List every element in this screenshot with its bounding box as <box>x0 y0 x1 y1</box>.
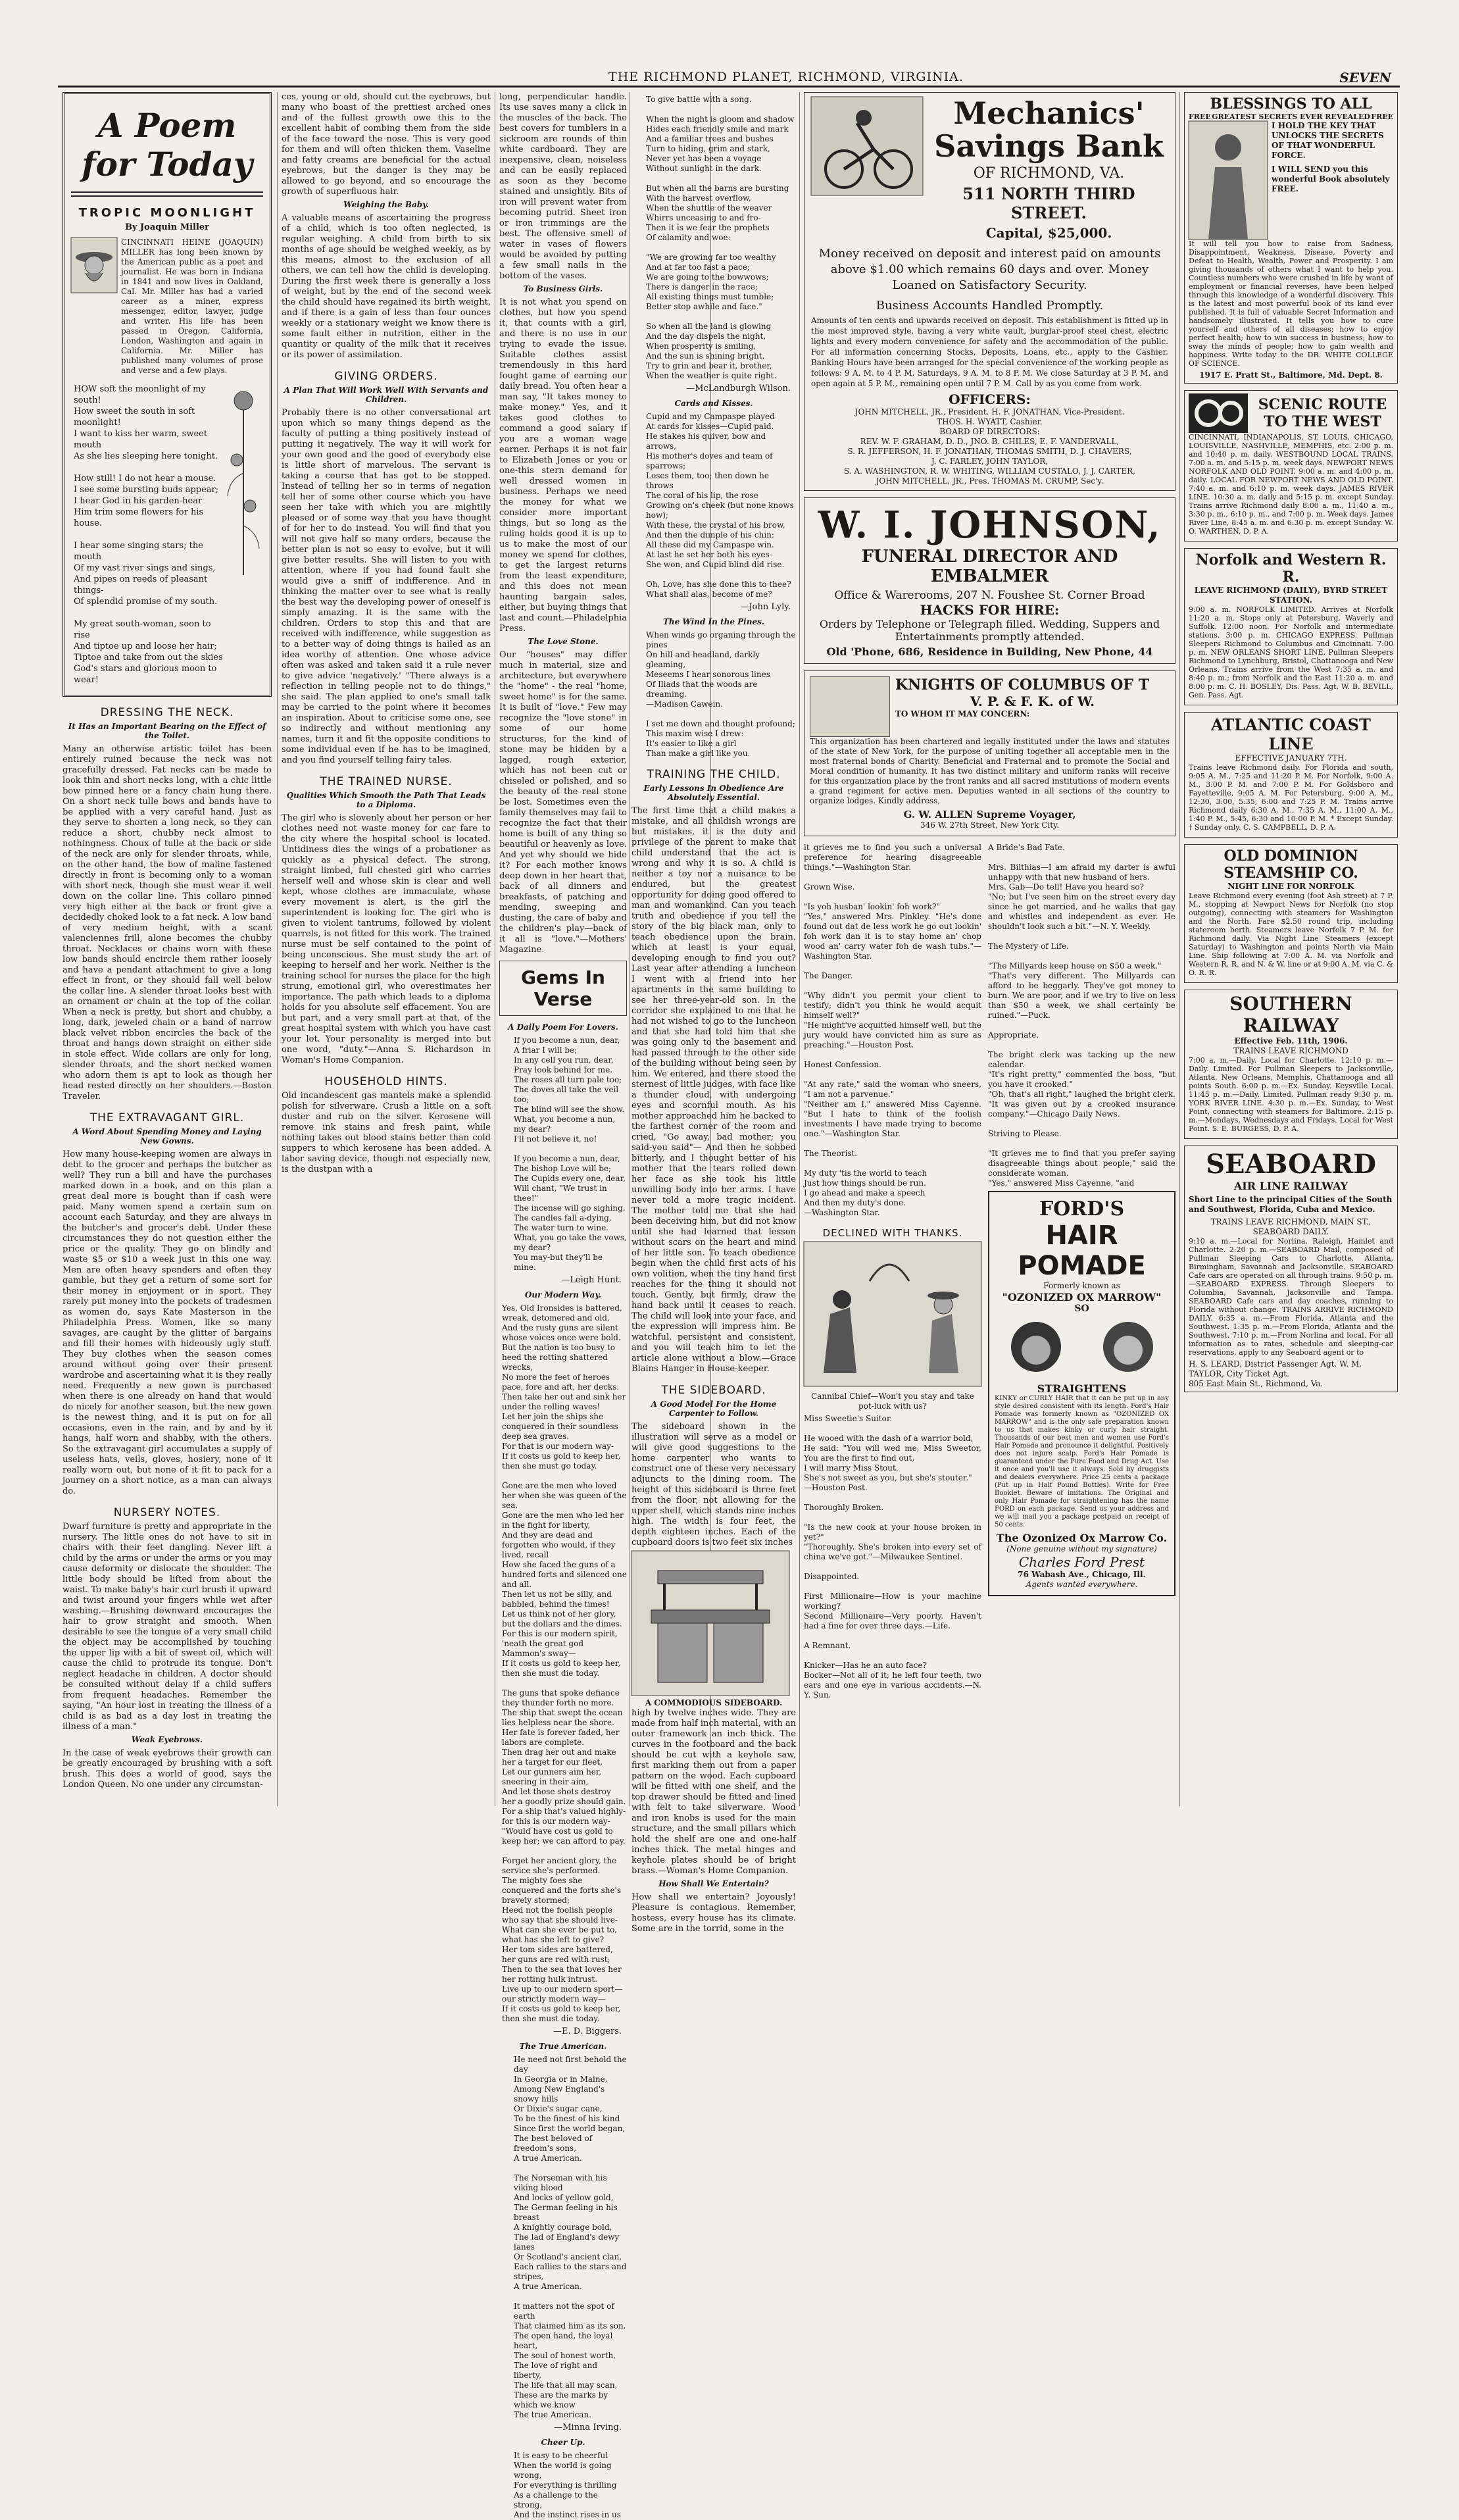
johnson-offices: Office & Warerooms, 207 N. Foushee St. Corner Broad <box>834 589 1145 602</box>
ford-title: FORD'S <box>1039 1197 1125 1221</box>
page-number: SEVEN <box>1339 70 1391 86</box>
johnson-phone: Old 'Phone, 686, Residence in Building, New Phone, 44 <box>826 645 1153 658</box>
cartoon-title: DECLINED WITH THANKS. <box>822 1227 963 1239</box>
section-subheading: Early Lessons In Obedience Are Absolutely Essential. <box>643 784 784 802</box>
masthead-rule <box>58 86 1400 88</box>
ford-title: HAIR POMADE <box>1018 1221 1146 1281</box>
verse-text: Cupid and my Campaspe played At cards for kisses—Cupid paid. He stakes his quiver, bow and arrows, His mother's doves and team of sparrows; Loses them, too; then down he throws The coral of his lip, the rose Growing on's cheek (but none knows how); With these, the crystal of his brow, And then the dimple of his chin: All these did my Campaspe win. At last he set her both his eyes- She won, and Cupid blind did rise. Oh, Love, has she done this to thee? What shall alas, become of me? <box>646 412 794 599</box>
masthead-title: THE RICHMOND PLANET, RICHMOND, VIRGINIA. <box>608 70 964 84</box>
sb-address: 805 East Main St., Richmond, Va. <box>1189 1379 1323 1388</box>
ford-address: 76 Wabash Ave., Chicago, Ill. <box>1018 1570 1146 1579</box>
blessings-address: 1917 E. Pratt St., Baltimore, Md. Dept. 8. <box>1199 370 1383 380</box>
co-title: SCENIC ROUTE <box>1258 396 1387 413</box>
column-4 <box>631 92 796 1934</box>
sb-schedule: 9:10 a. m.—Local for Norlina, Raleigh, Hamlet and Charlotte. 2:20 p. m.—SEABOARD Mail, composed of Pullman Sleeping Cars to Charlotte, Atlanta, Birmingham, Savannah and Jacksonville. SEABOARD Cafe cars are operated on all through trains. 9:50 p. m.—SEABOARD EXPRESS. Through Sleepers to Columbia, Savannah, Jacksonville and Tampa. SEABOARD Cafe cars and day coaches, running to Florida without change. TRAINS ARRIVE RICHMOND DAILY. 6:35 a. m.—From Florida, Atlanta and the Southwest. 1:35 p. m.—From Florida, Atlanta and the Southwest. 7:10 p. m.—From Norlina and local. For all information as to rates, schedule and sleeping-car reservations, apply to any Seaboard agent or to <box>1189 1237 1393 1357</box>
bank-title: Mechanics' Savings Bank <box>934 95 1164 164</box>
sr-title: SOUTHERN RAILWAY <box>1229 993 1352 1036</box>
od-schedule: Leave Richmond every evening (foot Ash street) at 7 P. M., stopping at Newport News for Norfolk (no stop outgoing), connecting with steamers for Washington and the North. Fare $2.50 round trip, including stateroom berth. Steamers leave Norfolk 7 P. M. for Richmond daily. Via Night Line Steamers (except Saturday) to Washington and points North via Main Line. Ship following at 7:00 A. M. via Norfolk and Western R. R. and N. & W. line or at 9:00 A. M. via C. & O. R. R. <box>1189 892 1393 977</box>
acl-title: ATLANTIC COAST LINE <box>1211 715 1371 753</box>
bank-address: 511 NORTH THIRD STREET. <box>962 184 1135 222</box>
blessings-ad <box>1184 92 1398 384</box>
bank-text: Business Accounts Handled Promptly. <box>876 299 1104 313</box>
emblem-illustration <box>810 676 890 737</box>
article-body: A valuable means of ascertaining the progress of a child, which is too often neglected, is regular weighing. A child from birth to six months of age should be weighed weekly, as by this means, almost to the exclusion of all others, we can tell how the child is developing. During the first week there is generally a loss of weight, but by the end of the second week the child should have regained its birth weight, and if there is a gain of less than four ounces weekly or a stationary weight we know there is some fault either in nutrition, either in the quantity or quality of the milk that it receives or its power of assimilation. <box>282 213 491 360</box>
jokes-text: it grieves me to find you such a universal preference for hearing disagreeable things."—Washington Star. Grown Wise. "Is yoh husban' lookin' foh work?" "Yes," answered Mrs. Pinkley. "He's done found out dat de less work he go out lookin' foh work dan it is to stay home an' chop wood an' carry water foh de wash tubs."—Washington Star. The Danger. "Why didn't you permit your client to testify; didn't you think he would acquit himself well?" "He might've acquitted himself well, but the jury would have convicted him as sure as preaching."—Houston Post. Honest Confession. "At any rate," said the woman who sneers, "I am not a parvenue." "Neither am I," answered Miss Cayenne. "But I hate to think of the foolish investments I have made trying to become one."—Washington Star. The Theorist. My duty 'tis the world to teach Just how things should be run. I go ahead and make a speech And then my duty's done. —Washington Star. <box>804 843 981 1217</box>
section-subheading: A Word About Spending Money and Laying New Gowns. <box>72 1127 262 1146</box>
co-railway-ad <box>1184 390 1398 542</box>
verse-signature: —Leigh Hunt. <box>561 1275 622 1285</box>
johnson-hacks: HACKS FOR HIRE: <box>920 602 1060 618</box>
gems-in-verse-box <box>499 961 627 1016</box>
section-subheading: It Has an Important Bearing on the Effect of the Toilet. <box>68 722 266 740</box>
cartoon-caption: Cannibal Chief—Won't you stay and take pot-luck with us? <box>811 1392 974 1411</box>
free-label: FREE <box>1371 113 1393 121</box>
section-subheading: To Business Girls. <box>523 284 603 293</box>
co-logo <box>1189 393 1248 433</box>
sb-title: SEABOARD <box>1206 1149 1376 1180</box>
section-heading: NURSERY NOTES. <box>113 1506 221 1519</box>
co-schedule: CINCINNATI, INDIANAPOLIS, ST. LOUIS, CHICAGO, LOUISVILLE, NASHVILLE, MEMPHIS, etc. 2:00 p. m. and 10:40 p. m. daily. WESTBOUND LOCAL TRAINS. 7:00 a. m. and 5:15 p. m. week days. NEWPORT NEWS NORFOLK AND OLD POINT. 9:00 a. m. and 4:00 p. m. daily. LOCAL FOR NEWPORT NEWS AND OLD POINT. 7:40 a. m. and 6:10 p. m. week days. JAMES RIVER LINE. 10:30 a. m. daily and 5:15 p. m. except Sunday. Trains arrive Richmond daily 8:00 a. m., 11:40 a. m., 3:30 p. m., 6:10 p. m., and 7:00 p. m. Week days. James River Line, 8:45 a. m. and 6:30 p. m. except Sunday. W. O. WARTHEN, D. P. A. <box>1189 433 1393 536</box>
acl-sub: EFFECTIVE JANUARY 7TH. <box>1235 753 1347 763</box>
article-body: How shall we entertain? Joyously! Pleasure is contagious. Remember, hostess, every house has its climate. Some are in the torrid, some in the <box>631 1892 796 1934</box>
poem-author: By Joaquin Miller <box>124 222 210 232</box>
sb-agents: H. S. LEARD, District Passenger Agt. W. M. TAYLOR, City Ticket Agt. <box>1189 1359 1362 1378</box>
article-body: Dwarf furniture is pretty and appropriate in the nursery. The little ones do not have to sit in chairs with their feet dangling. Never lift a child by the arms or under the arms or you may cause deformity or dislocate the shoulder. The little body should be lifted from about the waist. To make baby's hair curl brush it upward and twist around your fingers while wet after washing.—Brushing downward encourages the hair to grow straight and smooth. When desirable to see the tongue of a very small child the object may be accomplished by touching the upper lip with a bit of sweet oil, which will cause the child to protrude its tongue. Don't neglect headache in children. A doctor should be consulted without delay if a child suffers from frequent headaches. Remember the saying, "An hour lost in treating the illness of a child is as bad as a day lost in treating the illness of a man." <box>62 1522 272 1732</box>
portrait-illustration <box>71 238 117 293</box>
section-subheading: A Plan That Will Work Well With Servants and Children. <box>284 386 489 404</box>
verse-text: He need not first behold the day In Georgia or in Maine, Among New England's snowy hills Or Dixie's sugar cane, To be the finest of his kind Since first the world began, The best beloved of freedom's sons, A true American. The Norseman with his viking blood And locks of yellow gold, The German feeling in his breast A knightly courage bold, The lad of England's dewy lanes Or Scotland's ancient clan, Each rallies to the stars and stripes, A true American. It matters not the spot of earth That claimed him as its son. The open hand, the loyal heart, The soul of honest worth, The love of right and liberty, The life that all may scan, These are the marks by which we know The true American. <box>514 2055 627 2419</box>
column-rule <box>799 92 800 1806</box>
knights-body: This organization has been chartered and legally instituted under the laws and statutes of the state of New York, for the purpose of uniting together all acceptable men in the most fraternal bonds of Charity. Beneficial and Fraternal and to promote the Social and Moral condition of humanity. It has two distinct military and uniform ranks will receive for this organization place by the front ranks and all sacred institutions of modern events a grand regiment for active men. Deputies wanted in all sections of the country to organize lodges. Kindly address, <box>810 737 1170 805</box>
section-heading: HOUSEHOLD HINTS. <box>324 1075 448 1088</box>
figure-caption: A COMMODIOUS SIDEBOARD. <box>645 1698 783 1707</box>
poem-bio: CINCINNATI HEINE (JOAQUIN) MILLER has long been known by the American public as a poet and journalist. He was born in Indiana in 1841 and now lives in Oakland, Cal. Mr. Miller has had a varied career as a miner, express messenger, editor, lawyer, judge and writer. His life has been passed in Oregon, California, London, Washington and again in California. Mr. Miller has published many volumes of prose and verse and a few plays. <box>121 238 263 375</box>
officers-title: OFFICERS: <box>949 391 1031 407</box>
poem-heading: A Poem for Today <box>82 106 253 184</box>
seaboard-ad <box>1184 1146 1398 1392</box>
bank-capital: Capital, $25,000. <box>985 225 1112 241</box>
masthead <box>62 70 1398 84</box>
article-body: The sideboard shown in the illustration will serve as a model or will give good suggestions to the home carpenter who wants to construct one of these very necessary adjuncts to the dining room. The height of this sideboard is three feet from the floor, not allowing for the upper shelf, which stands nine inches high. The width is four feet, the depth eighteen inches. Each of the cupboard doors is two feet six inches <box>631 1422 796 1548</box>
blessings-sub: GREATEST SECRETS EVER REVEALED <box>1212 113 1370 121</box>
poem-title: TROPIC MOONLIGHT <box>78 206 256 220</box>
article-body: The girl who is slovenly about her person or her clothes need not waste money for car fare to the city where the hospital school is located. Untidiness dies the wings of a probationer as quickly as a physical defect. The strong, straight limbed, full chested girl who carries herself well and whose skin is clear and well kept, whose clothes are immaculate, whose every movement is alert, is the girl the superintendent is looking for. The girl who is given to violent tantrums, followed by violent quarrels, is not fitted for this work. The trained nurse must be self contained to the point of being unconscious. She must study the art of keeping to herself and her work. Neither is the training school for nurses the place for the high strung, emotional girl, who overestimates her importance. The path which leads to a diploma holds for you absolute self effacement. You are but part, and a very small part at that, of the great hospital system with which you have cast your lot. Your personality is merged into but one word, "duty."—Anna S. Richardson in Woman's Home Companion. <box>282 813 491 1065</box>
verse-signature: —John Lyly. <box>740 602 791 612</box>
bank-text: Money received on deposit and interest paid on amounts above $1.00 which remains 60 days and over. Money Loaned on Satisfactory Security. <box>818 247 1161 292</box>
poem-text: HOW soft the moonlight of my south! How sweet the south in soft moonlight! I want to kiss her warm, sweet mouth As she lies sleeping here tonight. How still! I do not hear a mouse. I see some bursting buds appear; I hear God in his garden-hear Him trim some flowers for his house. I hear some singing stars; the mouth Of my vast river sings and sings, And pipes on reeds of pleasant things- Of splendid promise of my south. My great south-woman, soon to rise And tiptoe up and loose her hair; Tiptoe and take from out the skies God's stars and glorious moon to wear! <box>74 384 223 685</box>
sr-sub2: TRAINS LEAVE RICHMOND <box>1233 1046 1348 1055</box>
article-body: high by twelve inches wide. They are made from half inch material, with an outer framework an inch thick. The curves in the footboard and the back should be cut with a keyhole saw, first marking them out from a paper pattern on the wood. Each cupboard will be fitted with one shelf, and the top drawer should be fitted and lined with felt to take silverware. Wood and iron knobs is used for the main structure, and the small pillars which hold the shelf are one and one-half inches thick. The metal hinges and keyhole plates should be of bright brass.—Woman's Home Companion. <box>631 1708 796 1876</box>
verse-text: If you become a nun, dear, A friar I will be; In any cell you run, dear, Pray look behind for me. The roses all turn pale too; The doves all take the veil too; The blind will see the show. What, you become a nun, my dear? I'll not believe it, no! If you become a nun, dear, The bishop Love will be; The Cupids every one, dear, Will chant, "We trust in thee!" The incense will go sighing, The candles fall a-dying, The water turn to wine. What, you go take the vows, my dear? You may-but they'll be mine. <box>514 1036 627 1272</box>
ford-note: (None genuine without my signature) <box>1006 1544 1157 1553</box>
sideboard-illustration <box>631 1551 789 1696</box>
ford-agents: Agents wanted everywhere. <box>1026 1580 1138 1589</box>
article-body: Our "houses" may differ much in material, size and architecture, but everywhere the "home" - the real "home, sweet home" is for the same. It is built of "love." Few may recognize the "love stone" in some of our home structures, for the kind of stone may be hidden by a lagged, rough exterior, which has not been cut or chiseled or polished, and so the beauty of the real stone be lost. Sometimes even the family themselves may fail to recognize the fact that their home is built of any thing so beautiful or heavenly as love. And yet why should we hide it? For each mother knows deep down in her heart that, back of all dinners and breakfasts, of patching and mending, sweeping and dusting, the care of baby and the children's play—back of it all is "love."—Mothers' Magazine. <box>499 650 627 955</box>
free-label: FREE <box>1189 113 1211 121</box>
knights-sub: V. P. & F. K. of W. <box>970 693 1095 709</box>
johnson-funeral-ad <box>804 497 1175 664</box>
ford-so: SO <box>1074 1303 1089 1314</box>
section-heading: TRAINING THE CHILD. <box>647 768 781 781</box>
ford-oz: "OZONIZED OX MARROW" <box>1002 1291 1162 1303</box>
section-heading: GIVING ORDERS. <box>334 370 438 383</box>
section-subheading: Qualities Which Smooth the Path That Leads to a Diploma. <box>286 791 486 809</box>
old-dominion-ad <box>1184 844 1398 983</box>
acl-schedule: Trains leave Richmond daily. For Florida and south, 9:05 A. M., 7:25 and 11:20 P. M. For Norfolk, 9:00 A. M., 3:00 P. M. and 7:00 P. M. For Goldsboro and Fayetteville, 9:05 A. M. For Petersburg, 9:00 A. M., 12:30, 3:00, 5:35, 6:00 and 7:25 P. M. Trains arrive Richmond daily 6:30 A. M., 7:35 A. M., 11:00 A. M., 1:40 P. M., 5:45, 6:30 and 10:00 P. M. * Except Sunday. † Sunday only. C. S. CAMPBELL, D. P. A. <box>1189 763 1393 832</box>
article-body: ces, young or old, should cut the eyebrows, but many who boast of the prettiest arched ones and of the fullest growth owe this to the excellent habit of combing them from the side of the face toward the nose. This is very good for them and will often thicken them. Vaseline and fatty creams are beneficial for the actual eyebrows, but the danger is they may be allowed to go beyond, and so encourage the growth of superfluous hair. <box>282 92 491 197</box>
verse-title: Cards and Kisses. <box>674 399 753 408</box>
knights-columbus-ad <box>804 670 1175 836</box>
bank-text: Amounts of ten cents and upwards received on deposit. This establishment is fitted up in the most improved style, having a very white vault, burglar-proof steel chest, electric lights and every modern convenience for safety and the accommodation of the public. For all information concerning Stocks, Deposits, Loans, etc., apply to the Cashier. Banking Hours have been arranged for the special convenience of the working people as follows: 9 A. M. to 4 P. M. Saturdays, 9 A. M. to 8 P. M. We close Saturday at 3 P. M. and open again at 5 P. M., remaining open until 7 P. M. Call by as you come from work. <box>811 316 1168 388</box>
verse-title: The True American. <box>519 2042 607 2051</box>
sb-sub: AIR LINE RAILWAY <box>1233 1180 1348 1192</box>
od-title: OLD DOMINION STEAMSHIP CO. <box>1224 847 1358 882</box>
mechanics-bank-ad <box>804 92 1175 491</box>
poem-box <box>62 92 272 697</box>
article-body: The first time that a child makes a mistake, and all childish wrongs are but mistakes, it is the duty and privilege of the parent to make that child understand that the act is wrong and why it is so. A child is neither a toy nor a nuisance to be endured, but the greatest opportunity for doing good offered to man and womankind. Can you teach truth and obedience if you tell the story of the big black man, only to teach obedience upon the brain, which at least is your equal, developing enough to find you out? Last year after attending a luncheon I went with a friend into her apartments in the same building to see her three-year-old son. In the corridor she explained to me that he had not wished to go to the luncheon and that she had told him that she was going only to the basement and had passed through to the other side of the building without being seen by him. We entered, and there stood the sternest of little judges, with face like a thunder cloud, with undergoing eyes and scornful mouth. As his mother approached him he backed to the farthest corner of the room and cried, "Go away, bad mother; you said-you said"— And then he sobbed bitterly, and I thought better of his mother that the tears rolled down her face as she took his little unwilling body into her arms. I have never told a more tragic incident. The mother told me that she had been deceiving him, but did not know until she had learned that lesson without scars on the heart and mind of her little son. To teach obedience begin when the child first acts of his own volition, when the tiny hand first reaches for the thing it should not touch. Gently, but firmly, draw the hand back until it ceases to reach. The child will look into your face, and the expression will impress him. Be watchful, persistent and consistent, and you will teach him to let the article alone without a blow.—Grace Blains Hanger in House-keeper. <box>631 806 796 1374</box>
section-heading: THE SIDEBOARD. <box>661 1384 766 1397</box>
verse-title: The Wind In the Pines. <box>662 617 765 626</box>
verse-text: To give battle with a song. When the night is gloom and shadow Hides each friendly smile and mark And a familiar trees and bushes Turn to hiding, grim and stark, Never yet has been a voyage Without sunlight in the dark. But when all the barns are bursting With the harvest overflow, When the shuttle of the weaver Whirrs unceasing to and fro- Then it is we fear the prophets Of calamity and woe: "We are growing far too wealthy And at far too fast a pace; We are going to the bowwows; There is danger in the race; All existing things must tumble; Better stop awhile and face." So when all the land is glowing And the day dispels the night, When prosperity is smiling, And the sun is shining bright, Try to grin and bear it, brother, When the weather is quite right. <box>646 95 795 380</box>
blessings-key: I HOLD THE KEY THAT UNLOCKS THE SECRETS OF THAT WONDERFUL FORCE. <box>1272 121 1384 160</box>
column-2 <box>282 92 491 1806</box>
nw-title: Norfolk and Western R. R. <box>1195 551 1387 586</box>
ford-straightens: STRAIGHTENS <box>1037 1382 1127 1395</box>
section-subheading: A Good Model For the Home Carpenter to Follow. <box>651 1399 777 1418</box>
column-6 <box>1184 92 1398 1806</box>
verse-signature: —Minna Irving. <box>554 2423 622 2432</box>
article-body: Probably there is no other conversational art upon which so many things depend as the faculty of putting a thing positively instead of putting it negatively. The way it will work for your own good and the good of everybody else is little short of marvelous. The servant is taking a course that has got to be stopped. Instead of telling her so in terms of negation tell her of some other course which you have seen her take with which you are mightily pleased or of some way that you have thought of for her to do instead. You will find that you will not give half so many orders, because the better plan is not so easy to evolve, but it will give better results. She will listen to you with attention, where if you had found fault she would give a sniff of indifference. And in thinking the matter over to see what is really the best way the developing power of oneself is simply amazing. It is the same with the children. Orders to stop this and that are received with indifference, while suggestion as to a better way of doing things is hailed as an idea worthy of attention. One whose advice often was asked and taken said it a rule never to give advice 'negatively.' "There always is a reflection in telling people not to do things," she said. The plan applied to one's small talk may be carried to the point where it becomes an inspiration. About to criticise some one, see so indirectly and without mentioning any names, turn it and fit the opposite conditions to some individual even if he has to be imagined, and you find yourself telling fairy tales. <box>282 408 491 765</box>
article-body: Old incandescent gas mantels make a splendid polish for silverware. Crush a little on a soft duster and rub on the silver. Kerosene will remove ink stains and fresh paint, while nothing takes out blood stains better than cold suppers to which kerosene has been added. A labor saving device, though not especially new, is the dustpan with a <box>282 1091 491 1174</box>
woman-illustration <box>1189 121 1268 239</box>
verse-text: Yes, Old Ironsides is battered, wreak, detomered and old, And the rusty guns are silent whose voices once were bold. But the nation is too busy to heed the rotting shattered wrecks, No more the feet of heroes pace, fore and aft, her decks. Then take her out and sink her under the rolling waves! Let her join the ships she conquered in their soundless deep sea graves. For that is our modern way- If it costs us gold to keep her, then she must go today. Gone are the men who loved her when she was queen of the sea. Gone are the men who led her in the fight for liberty, And they are dead and forgotten who would, if they lived, recall How she faced the guns of a hundred forts and silenced one and all. Then let us not be silly, and babbled, behind the times! Let us think not of her glory, but the dollars and the dimes. For this is our modern spirit, 'neath the great god Mammon's sway— If it costs us gold to keep her, then she must die today. The guns that spoke defiance they thunder forth no more. The ship that swept the ocean lies helpless near the shore. Her fate is forever faded, her labors are complete. Then drag her out and make her a target for our fleet, Let our gunners aim her, sneering in their aim, And let those shots destroy her a goodly prize should gain. For a ship that's valued highly-for this is our modern way- "Would have cost us gold to keep her; we can afford to pay. Forget her ancient glory, the service she's performed. The mighty foes she conquered and the forts she's bravely stormed; Heed not the foolish people who say that she should live- What can she ever be put to, what has she left to give? Her tom sides are battered, her guns are red with rust; Then to the sea that loves her her rotting hulk intrust. Live up to our modern sport—our strictly modern way— If it costs us gold to keep her, then she must die today. <box>502 1303 627 2023</box>
sr-sub: Effective Feb. 11th, 1906. <box>1234 1036 1348 1046</box>
section-subheading: The Love Stone. <box>528 637 599 646</box>
officers-list: JOHN MITCHELL, JR., President. H. F. JONATHAN, Vice-President. THOS. H. WYATT, Cashier. BOARD OF DIRECTORS: REV. W. F. GRAHAM, D. D., JNO. B. CHILES, E. F. VANDERVALL, S. R. JEFFERSON, H. F. JONATHAN, THOMAS SMITH, D. J. CHAVERS, J. C. FARLEY, JOHN TAYLOR, S. A. WASHINGTON, R. W. WHITING, WILLIAM CUSTALO, J. J. CARTER, JOHN MITCHELL, JR., Pres. THOMAS M. CRUMP, Sec'y. <box>843 407 1135 486</box>
article-body: Many an otherwise artistic toilet has been entirely ruined because the neck was not gracefully dressed. Fat necks can be made to look thin and short necks long, with a chic little bow pinned here or a fancy chain hung there. On a short neck tulle bows and bands have to be applied with a very careful hand. Just as they serve to shorten a long neck, so they can reduce a short, chubby neck almost to nothingness. Choux of tulle at the back or side of the neck are only for slender throats, while, on the other hand, the bow of maline fastened directly in front is becoming only to a woman with short neck, though she must wear it well down on the collar line. This collaro pinned very high either at the back or front give a decidedly choked look to a fat neck. A low band of very medium height, with a scant valenciennes frill, alone becomes the chubby throat. Necklaces or chains worn with these low bands should encircle them rather loosely and have a pendant attachment to give a long effect in front, or they should fall well below the collar line. A slender throat looks best with an ornament or chain at the top of the collar. When a neck is pretty, but short and chubby, a long, dark, jeweled chain or a band of narrow black velvet ribbon encircles the back of the throat and hangs down straight on either side in stole effect. Wide collars are only for long, slender throats, and the short necked women who adorn them is apt to look as though her head rested directly on her shoulders.—Boston Traveler. <box>62 744 272 1101</box>
verse-text: When winds go organing through the pines On hill and headland, darkly gleaming, Meseems I hear sonorous lines Of Iliads that the woods are dreaming. —Madison Cawein. I set me down and thought profound; This maxim wise I drew: It's easier to like a girl Than make a girl like you. <box>646 630 796 758</box>
column-rule <box>1179 92 1180 1806</box>
article-body: In the case of weak eyebrows their growth can be greatly encouraged by brushing with a soft brush. This does a world of good, says the London Queen. No one under any circumstan- <box>62 1748 272 1790</box>
johnson-name: W. I. JOHNSON, <box>818 503 1162 547</box>
column-5 <box>804 92 1175 1806</box>
cannibal-cartoon <box>804 1242 981 1386</box>
article-body: long, perpendicular handle. Its use saves many a click in the muscles of the back. The best covers for tumblers in a sickroom are rounds of thin white cardboard. They are inexpensive, clean, noiseless and can be easily replaced as soon as they become stained and unsightly. Bits of iron will prevent water from becoming putrid. Sheet iron or iron trimmings are the best. The offensive smell of water in vases of flowers would be avoided by putting a few small nails in the bottom of the vases. <box>499 92 627 281</box>
nw-railway-ad <box>1184 548 1398 705</box>
jokes-text: A Bride's Bad Fate. Mrs. Bilthias—I am afraid my darter is awful unhappy with that new husband of hers. Mrs. Gab—Do tell! Have you heard so? "No; but I've seen him on the street every day since he got married, and he walks that gay and whistles and independent as ever. He shouldn't look such a bit."—N. Y. Weekly. The Mystery of Life. "The Millyards keep house on $50 a week." "That's very different. The Millyards can afford to be beggarly. They've got money to burn. We are poor, and if we try to live on less than $50 a week, we shall certainly be ruined."—Puck. Appropriate. The bright clerk was tacking up the new calendar. "It's right pretty," commented the boss, "but you have it crooked." "Oh, that's all right," laughed the bright clerk. "It was given out by a crooked insurance company."—Chicago Daily News. Striving to Please. "It grieves me to find that you prefer saying disagreeable things about people," said the considerate woman. "Yes," answered Miss Cayenne, "and <box>988 843 1175 1188</box>
ford-company: The Ozonized Ox Marrow Co. <box>996 1532 1168 1544</box>
verse-title: A Daily Poem For Lovers. <box>508 1022 618 1032</box>
section-heading: THE TRAINED NURSE. <box>320 775 453 788</box>
johnson-title: FUNERAL DIRECTOR AND EMBALMER <box>861 547 1118 586</box>
column-rule <box>277 92 278 1806</box>
verse-text: It is easy to be cheerful When the world is going wrong, For everything is thrilling As a challenge to the strong, And the instinct rises in us <box>514 2451 621 2519</box>
ford-formerly: Formerly known as <box>1043 1281 1120 1290</box>
ford-pomade-ad <box>988 1191 1175 1596</box>
nw-sub: LEAVE RICHMOND (DAILY), BYRD STREET STATION. <box>1194 586 1388 605</box>
verse-signature: —E. D. Biggers. <box>553 2027 622 2036</box>
section-subheading: Weighing the Baby. <box>343 200 429 209</box>
nw-schedule: 9:00 a. m. NORFOLK LIMITED. Arrives at Norfolk 11:20 a. m. Stops only at Petersburg, Waverly and Suffolk. 12:00 noon. For Norfolk and intermediate stations. 3:00 p. m. CHICAGO EXPRESS. Pullman Sleepers Richmond to Columbus and Cincinnati. 7:00 p. m. NEW ORLEANS SHORT LINE. Pullman Sleepers Richmond to Lynchburg, Bristol, Chattanooga and New Orleans. Trains arrive from the West 7:35 a. m. and 8:40 p. m.; from Norfolk and the East 11:20 a. m. and 8:00 p. m. C. H. BOSLEY, Dis. Pass. Agt. W. B. BEVILL, Gen. Pass. Agt. <box>1189 605 1393 699</box>
hair-portraits <box>1003 1314 1161 1380</box>
knights-address: 346 W. 27th Street, New York City. <box>920 820 1060 830</box>
column-1 <box>62 92 272 1806</box>
ford-signature: Charles Ford Prest <box>1018 1554 1145 1570</box>
blessings-title: BLESSINGS TO ALL <box>1210 95 1372 113</box>
knights-whom: TO WHOM IT MAY CONCERN: <box>895 709 1030 718</box>
bank-city: OF RICHMOND, VA. <box>973 165 1125 182</box>
blessings-body: It will tell you how to raise from Sadness, Disappointment, Weakness, Disease, Poverty and Defeat to Health, Wealth, Power and Prosperity. I am giving thousands of others what I want to help you. Countless numbers who were crushed in life by want of employment or financial reverses, have been helped through this knowledge of a wonderful discovery. This is the latest and most powerful book of its kind ever published. It is full of valuable Secret Information and handsomely illustrated. It tells you how to cure yourself and others of all diseases; how to enjoy perfect health; how to win success in business; how to sway the minds of people; how to gain wealth and happiness. Write today to the DR. WHITE COLLEGE OF SCIENCE. <box>1189 239 1393 368</box>
blessings-send: I WILL SEND you this wonderful Book absolutely FREE. <box>1272 164 1390 193</box>
acl-railway-ad <box>1184 712 1398 838</box>
verse-title: Our Modern Way. <box>524 1290 602 1299</box>
knights-signature: G. W. ALLEN Supreme Voyager, <box>903 809 1076 820</box>
co-title: TO THE WEST <box>1264 413 1381 430</box>
gems-title: Gems In Verse <box>521 967 605 1010</box>
southern-railway-ad <box>1184 990 1398 1139</box>
cyclist-illustration <box>811 97 923 195</box>
flower-illustration <box>224 381 263 578</box>
section-subheading: How Shall We Entertain? <box>658 1879 769 1888</box>
section-subheading: Weak Eyebrows. <box>131 1735 203 1744</box>
sb-short: Short Line to the principal Cities of the South and Southwest, Florida, Cuba and Mexico. <box>1189 1195 1393 1214</box>
verse-title: Cheer Up. <box>541 2438 585 2447</box>
od-sub: NIGHT LINE FOR NORFOLK <box>1227 882 1354 891</box>
johnson-orders: Orders by Telephone or Telegraph filled. Wedding, Suppers and Entertainments promptly attended. <box>819 618 1160 643</box>
article-body: How many house-keeping women are always in debt to the grocer and perhaps the butcher as well? They run a bill and have the purchases marked down in a book, and on this plan a great deal more is bought than if cash were paid. Many women spend a certain sum on account each Saturday, and they are always in the butcher's and grocer's debt. Under these circumstances they do not question either the price or the quality. They go on blindly and waste $5 or $10 a week just in this one way. Men are often heavy spenders and often they gamble, but they get a return of some sort for their money in enjoyment or in sport. They rarely put money into the pockets of tradesmen as women do, says Kate Masterson in the Philadelphia Press. Women, like so many savages, are caught by the glitter of bargains and fill their homes with hideously ugly stuff. They buy clothes when the season comes around without going over their present wardrobe and ascertaining what it is they really need. Frequently a new gown is purchased when there is one already on hand that would do nicely for another season, but the new gown is the newest thing, and it is put on for all occasions, even in the rain, and by and by it hangs, half worn and shabby, with the others. So the extravagant girl accumulates a supply of useless hats, veils, gloves, hosiery, none of it really worn out, but none of it fit to pack for a journey on a short notice, as a man can always do. <box>62 1149 272 1496</box>
column-3 <box>499 92 627 2519</box>
section-heading: THE EXTRAVAGANT GIRL. <box>89 1111 245 1124</box>
jokes-text: Miss Sweetie's Suitor. He wooed with the dash of a warrior bold, He said: "You will wed me, Miss Sweetor, You are the first to find out, I will marry Miss Stout. She's not sweet as you, but she's stouter." —Houston Post. Thoroughly Broken. "Is the new cook at your house broken in yet?" "Thoroughly. She's broken into every set of china we've got."—Milwaukee Sentinel. Disappointed. First Millionaire—How is your machine working? Second Millionaire—Very poorly. Haven't had a fine for over three days.—Life. A Remnant. Knicker—Has he an auto face? Bocker—Not all of it; he left four teeth, two ears and one eye in various accidents.—N. Y. Sun. <box>804 1414 981 1700</box>
knights-title: KNIGHTS OF COLUMBUS OF T <box>895 676 1150 693</box>
article-body: It is not what you spend on clothes, but how you spend it, that counts with a girl, and there is no use in our trying to evade the issue. Suitable clothes assist tremendously in this hard fought game of earning our daily bread. You often hear a man say, "It takes money to make money." Yes, and it takes good clothes to command a good salary if you are a woman wage earner. Perhaps it is not fair to Elizabeth Jones or you or one-this stern demand for well dressed women in business. Perhaps we need the money for what we consider more important things, but so long as the ruling holds good it is up to us to make the most of our money we spend for clothes, to get the largest returns from the least expenditure, and this does not mean haunting bargain sales, either, but buying things that last and count.—Philadelphia Press. <box>499 297 627 634</box>
ford-body: KINKY or CURLY HAIR that it can be put up in any style desired consistent with its length. Ford's Hair Pomade was formerly known as "OZONIZED OX MARROW" and is the only safe preparation known to us that makes kinky or curly hair straight. Thousands of our best men and women use Ford's Hair Pomade and pronounce it delightful. Positively does not injure scalp. Ford's Hair Pomade is guaranteed under the Pure Food and Drug Act. Use it once and you'll use it always. Sold by druggists and dealers everywhere. Price 25 cents a package (Put up in Half Pound Bottles). Write for Free Booklet. Beware of imitations. The Original and only Hair Pomade for straightening has the name FORD on each package. Send us your address and we will mail you a package postpaid on receipt of 50 cents. <box>995 1395 1169 1528</box>
sr-schedule: 7:00 a. m.—Daily. Local for Charlotte. 12:10 p. m.—Daily. Limited. For Pullman Sleepers to Jacksonville, Atlanta, New Orleans, Memphis, Chattanooga and all points South. 6:00 p. m.—Ex. Sunday. Keysville Local. 11:45 p. m.—Daily. Limited. Pullman ready 9:30 p. m. YORK RIVER LINE. 4:30 p. m.—Ex. Sunday, to West Point, connecting with steamers for Baltimore. 2:15 p. m.—Mondays, Wednesdays and Fridays. Local for West Point. S. E. BURGESS, D. P. A. <box>1189 1056 1393 1133</box>
poem-divider <box>71 191 263 197</box>
section-heading: DRESSING THE NECK. <box>100 706 234 719</box>
sb-trains: TRAINS LEAVE RICHMOND, MAIN ST., SEABOARD DAILY. <box>1210 1217 1372 1236</box>
verse-signature: —McLandburgh Wilson. <box>686 384 791 393</box>
